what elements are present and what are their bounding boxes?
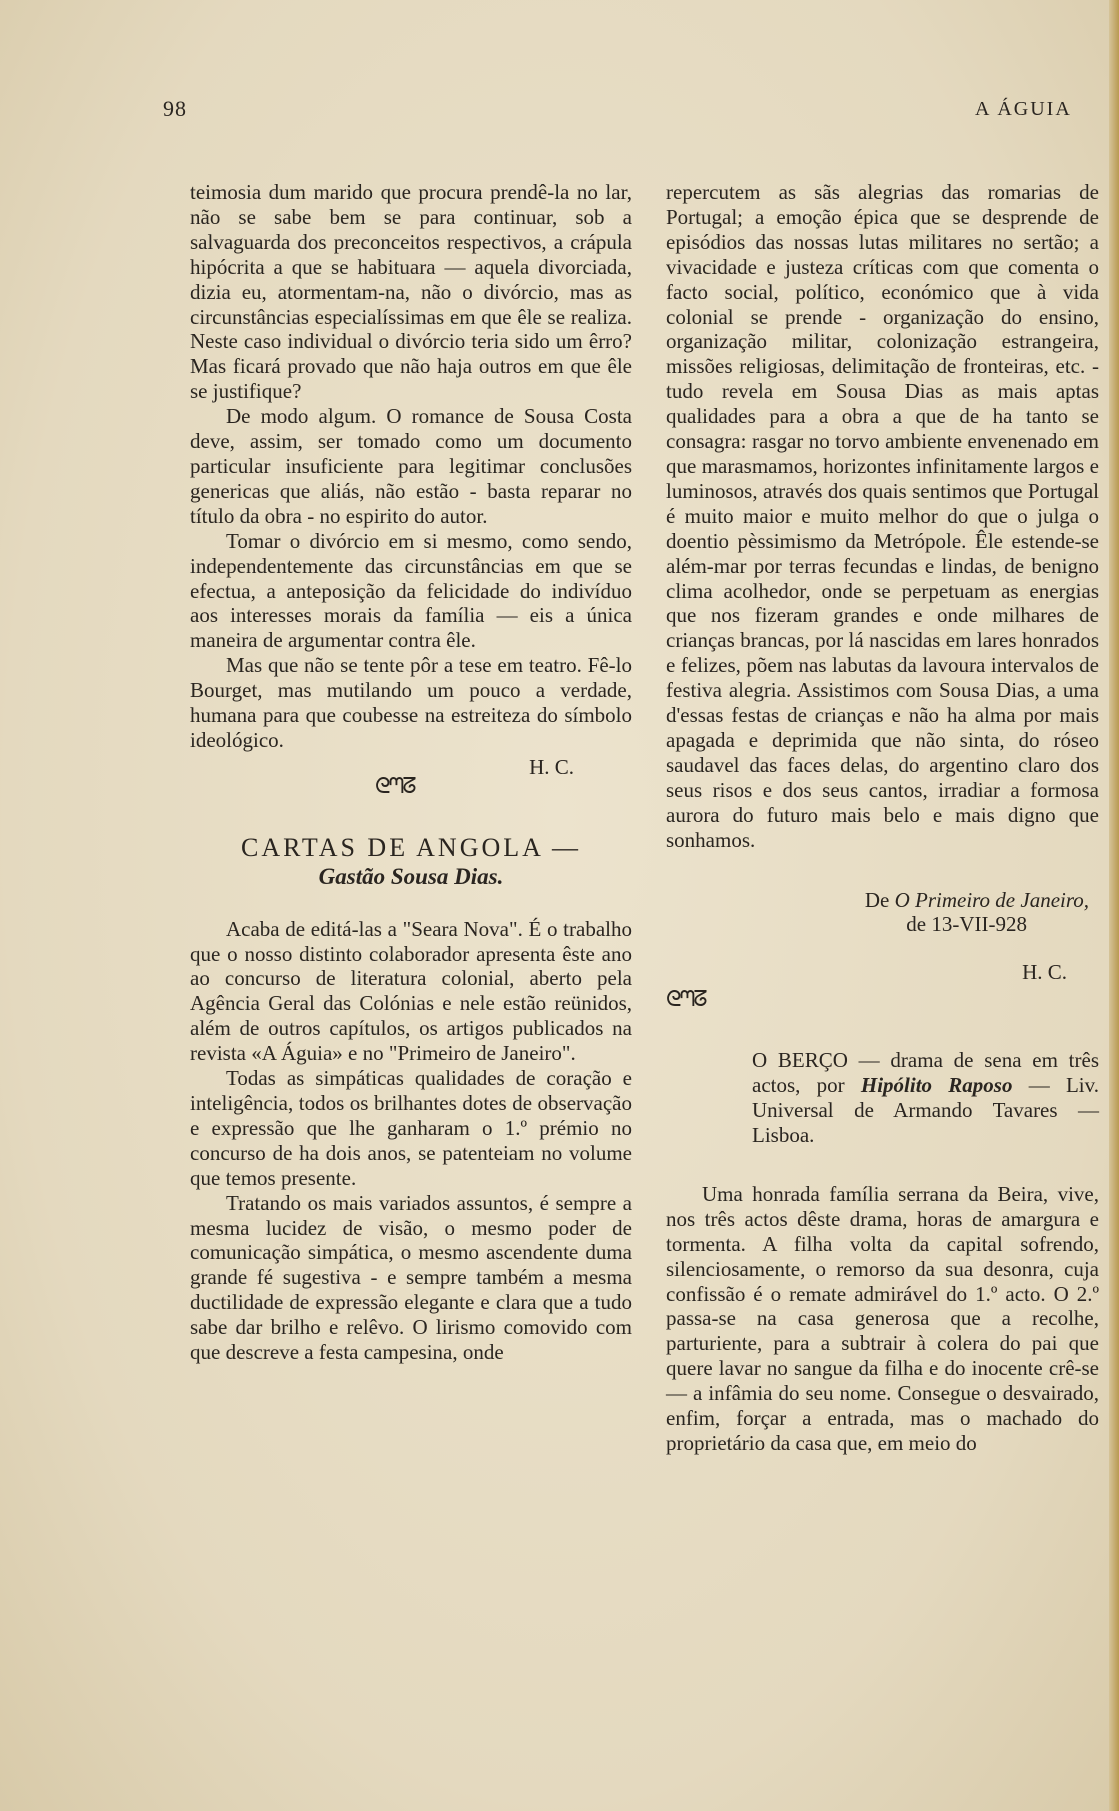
right-column bbox=[666, 180, 1099, 1456]
paragraph: teimosia dum marido que procura prendê-la no lar, não se sabe bem se para continuar, sob a salvaguarda dos preconceitos respectivos, a crápula hipócrita a que se habituara — aquela divorciada, dizia eu, atormentam-na, não o divórcio, mas as circunstâncias especialíssimas em que êle se realiza. Neste caso individual o divórcio teria sido um êrro? Mas ficará provado que não haja outros em que êle se justifique? bbox=[190, 180, 632, 404]
running-title: A ÁGUIA bbox=[975, 98, 1072, 120]
left-column bbox=[190, 180, 632, 1365]
book-author: Hipólito Raposo bbox=[860, 1073, 1013, 1098]
signature: H. C. bbox=[1022, 960, 1067, 985]
paragraph: Uma honrada família serrana da Beira, vive, nos três actos dêste drama, horas de amargura e tormenta. A filha volta da capital sofrendo, silenciosamente, o remorso da sua desonra, cuja confissão é o remate admirável do 1.º acto. O 2.º passa-se na casa generosa que a recolhe, parturiente, para a subtrair à colera do pai que quere lavar no sangue da filha e do inocente crê-se — a infâmia do seu nome. Consegue o desvairado, enfim, forçar a entrada, mas o machado do proprietário da casa que, em meio do bbox=[666, 1181, 1099, 1455]
paragraph: Mas que não se tente pôr a tese em teatro. Fê-lo Bourget, mas mutilando um pouco a verdade, humana para que coubesse na estreiteza do símbolo ideológico. bbox=[190, 653, 632, 752]
source-paper: O Primeiro de Janeiro, bbox=[894, 888, 1089, 913]
ornament-icon: ᘓᘉᘔ bbox=[375, 772, 415, 798]
signature: H. C. bbox=[529, 754, 574, 779]
paragraph: Tomar o divórcio em si mesmo, como sendo, independentemente das circunstâncias em que se efectua, a anteposição da felicidade do indivíduo aos interesses morais da família — eis a única maneira de argumentar contra êle. bbox=[190, 528, 632, 653]
paragraph: Acaba de editá-las a "Seara Nova". É o trabalho que o nosso distinto colaborador apresenta êste ano ao concurso de literatura colonial, aberto pela Agência Geral das Colónias e nele estão reünidos, além de outros capítulos, os artigos publicados na revista «A Águia» e no "Primeiro de Janeiro". bbox=[190, 916, 632, 1066]
paragraph: Tratando os mais variados assuntos, é sempre a mesma lucidez de visão, o mesmo poder de comunicação simpática, o mesmo ascendente duma grande fé sugestiva - e sempre também a mesma ductilidade de expressão elegante e clara que a tudo sabe dar brilho e relêvo. O lirismo comovido com que descreve a festa campesina, onde bbox=[190, 1190, 632, 1365]
source-prefix: De bbox=[864, 888, 890, 913]
paragraph: Todas as simpáticas qualidades de coração e inteligência, todos os brilhantes dotes de observação e expressão que lhe ganharam o 1.º prémio no concurso de ha dois anos, se patenteiam no volume que temos presente. bbox=[190, 1066, 632, 1190]
book-title: O BERÇO — drama de sena em três actos, por bbox=[752, 1048, 1099, 1098]
source-line bbox=[666, 888, 1099, 912]
ornament-icon: ᘓᘉᘔ bbox=[666, 986, 706, 1012]
page-number: 98 bbox=[163, 96, 187, 121]
section-title: CARTAS DE ANGOLA — bbox=[241, 832, 581, 862]
paragraph: De modo algum. O romance de Sousa Costa deve, assim, ser tomado como um documento particular insuficiente para legitimar conclusões genericas que aliás, não estão - basta reparar no título da obra - no espirito do autor. bbox=[190, 404, 632, 528]
source-date: de 13-VII-928 bbox=[906, 912, 1027, 937]
page-edge bbox=[1109, 0, 1119, 1811]
book-entry bbox=[666, 1048, 1099, 1148]
page-header bbox=[0, 96, 1119, 126]
book-publisher: — Liv. Universal de Armando Tavares — Lisboa. bbox=[752, 1073, 1099, 1147]
paragraph: repercutem as sãs alegrias das romarias de Portugal; a emoção épica que se desprende de episódios das nossas lutas militares no sertão; a vivacidade e justeza críticas com que comenta o facto social, político, económico que à vida colonial se prende - organização do ensino, organização militar, colonização estrangeira, missões religiosas, delimitação de fronteiras, etc. - tudo revela em Sousa Dias as mais aptas qualidades para a obra a que de ha tanto se consagra: rasgar no torvo ambiente envenenado em que marasmamos, horizontes infinitamente largos e luminosos, através dos quais sentimos que Portugal é muito maior e muito melhor do que o julga o doentio pèssimismo da Metrópole. Êle estende-se além-mar por terras fecundas e lindas, de benigno clima acolhedor, onde se perpetuam as energias que nos fizeram grandes e onde milhares de crianças brancas, por lá nascidas em lares honrados e felizes, põem nas labutas da lavoura intervalos de festiva alegria. Assistimos com Sousa Dias, a uma d'essas festas de crianças e não ha alma por mais apagada e deprimida que não sinta, do róseo saudavel das faces delas, do argentino claro dos seus risos e dos seus cantos, irradiar a formosa aurora do futuro mais belo e mais digno que sonhamos. bbox=[666, 180, 1099, 852]
section-author: Gastão Sousa Dias. bbox=[318, 863, 504, 889]
